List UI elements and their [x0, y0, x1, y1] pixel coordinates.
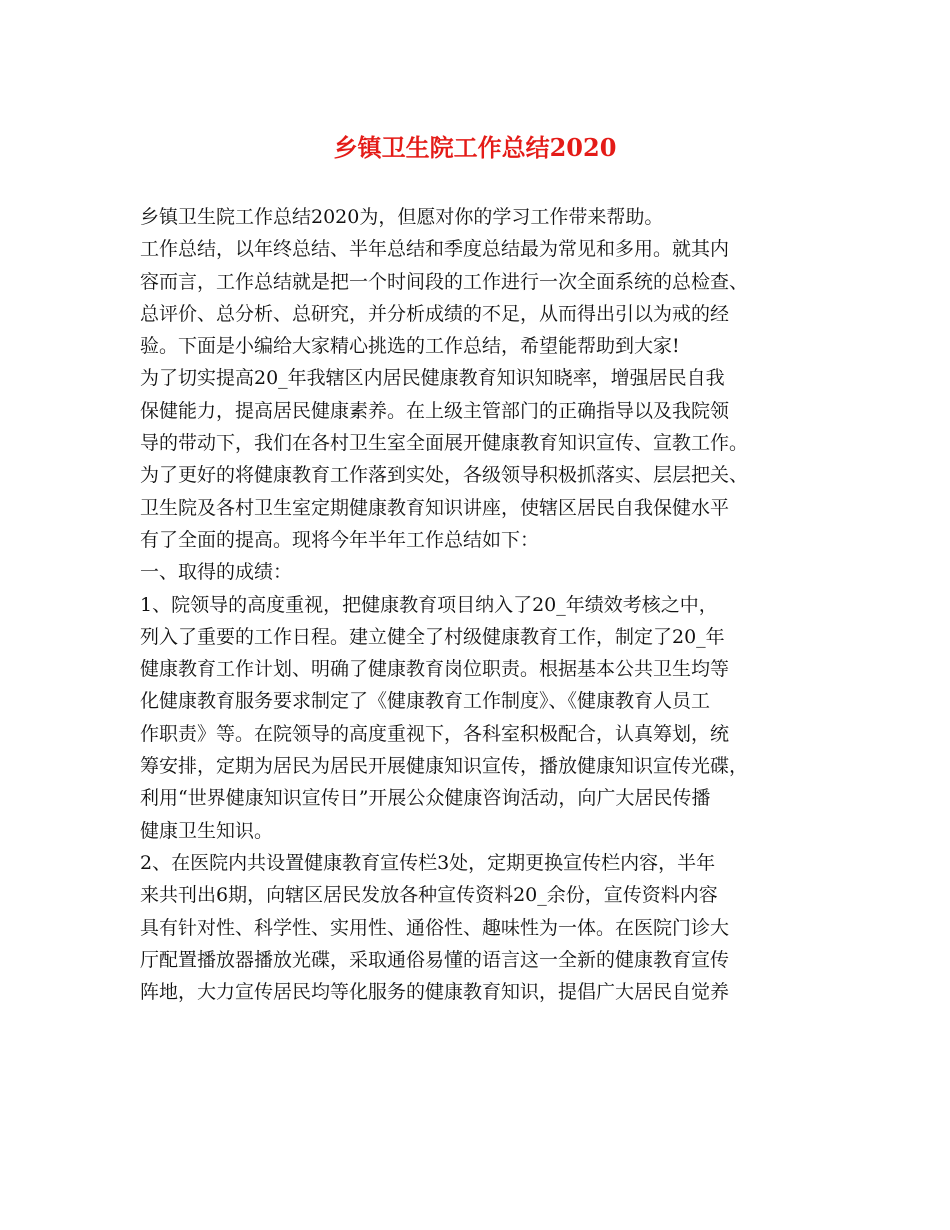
text-line: 筹安排，定期为居民为居民开展健康知识宣传，播放健康知识宣传光碟， [140, 755, 749, 778]
text-line: 来共刊出6期，向辖区居民发放各种宣传资料20_余份，宣传资料内容 [140, 884, 718, 907]
text-line: 具有针对性、科学性、实用性、通俗性、趣味性为一体。在医院门诊大 [140, 916, 730, 939]
text-line: 健康教育工作计划、明确了健康教育岗位职责。根据基本公共卫生均等 [140, 658, 730, 681]
text-line: 健康卫生知识。 [140, 819, 274, 842]
document-body [140, 201, 840, 1008]
text-line: 为了切实提高20_年我辖区内居民健康教育知识知晓率，增强居民自我 [140, 367, 725, 390]
document-title: 乡镇卫生院工作总结2020 [333, 133, 617, 162]
text-line: 作职责》等。在院领导的高度重视下，各科室积极配合，认真筹划，统 [140, 722, 730, 745]
text-line: 保健能力，提高居民健康素养。在上级主管部门的正确指导以及我院领 [140, 399, 730, 422]
text-line: 工作总结，以年终总结、半年总结和季度总结最为常见和多用。就其内 [140, 238, 730, 261]
text-line: 容而言，工作总结就是把一个时间段的工作进行一次全面系统的总检查、 [140, 270, 749, 293]
text-line: 导的带动下，我们在各村卫生室全面展开健康教育知识宣传、宣教工作。 [140, 432, 749, 455]
text-line: 1、院领导的高度重视，把健康教育项目纳入了20_年绩效考核之中， [140, 593, 718, 616]
text-line: 2、在医院内共设置健康教育宣传栏3处，定期更换宣传栏内容，半年 [140, 851, 716, 874]
text-line: 总评价、总分析、总研究，并分析成绩的不足，从而得出引以为戒的经 [140, 302, 730, 325]
text-line: 化健康教育服务要求制定了《健康教育工作制度》、《健康教育人员工 [140, 690, 711, 713]
text-line: 利用“世界健康知识宣传日”开展公众健康咨询活动，向广大居民传播 [140, 787, 711, 810]
text-line: 阵地，大力宣传居民均等化服务的健康教育知识，提倡广大居民自觉养 [140, 981, 730, 1004]
text-line: 一、取得的成绩： [140, 561, 293, 584]
text-line: 验。下面是小编给大家精心挑选的工作总结，希望能帮助到大家! [140, 335, 680, 358]
text-line: 有了全面的提高。现将今年半年工作总结如下： [140, 528, 540, 551]
text-line: 卫生院及各村卫生室定期健康教育知识讲座，使辖区居民自我保健水平 [140, 496, 730, 519]
text-line: 为了更好的将健康教育工作落到实处，各级领导积极抓落实、层层把关、 [140, 464, 749, 487]
text-line: 乡镇卫生院工作总结2020为，但愿对你的学习工作带来帮助。 [140, 206, 664, 228]
text-line: 列入了重要的工作日程。建立健全了村级健康教育工作，制定了20_年 [140, 625, 725, 648]
text-line: 厅配置播放器播放光碟，采取通俗易懂的语言这一全新的健康教育宣传 [140, 948, 730, 971]
